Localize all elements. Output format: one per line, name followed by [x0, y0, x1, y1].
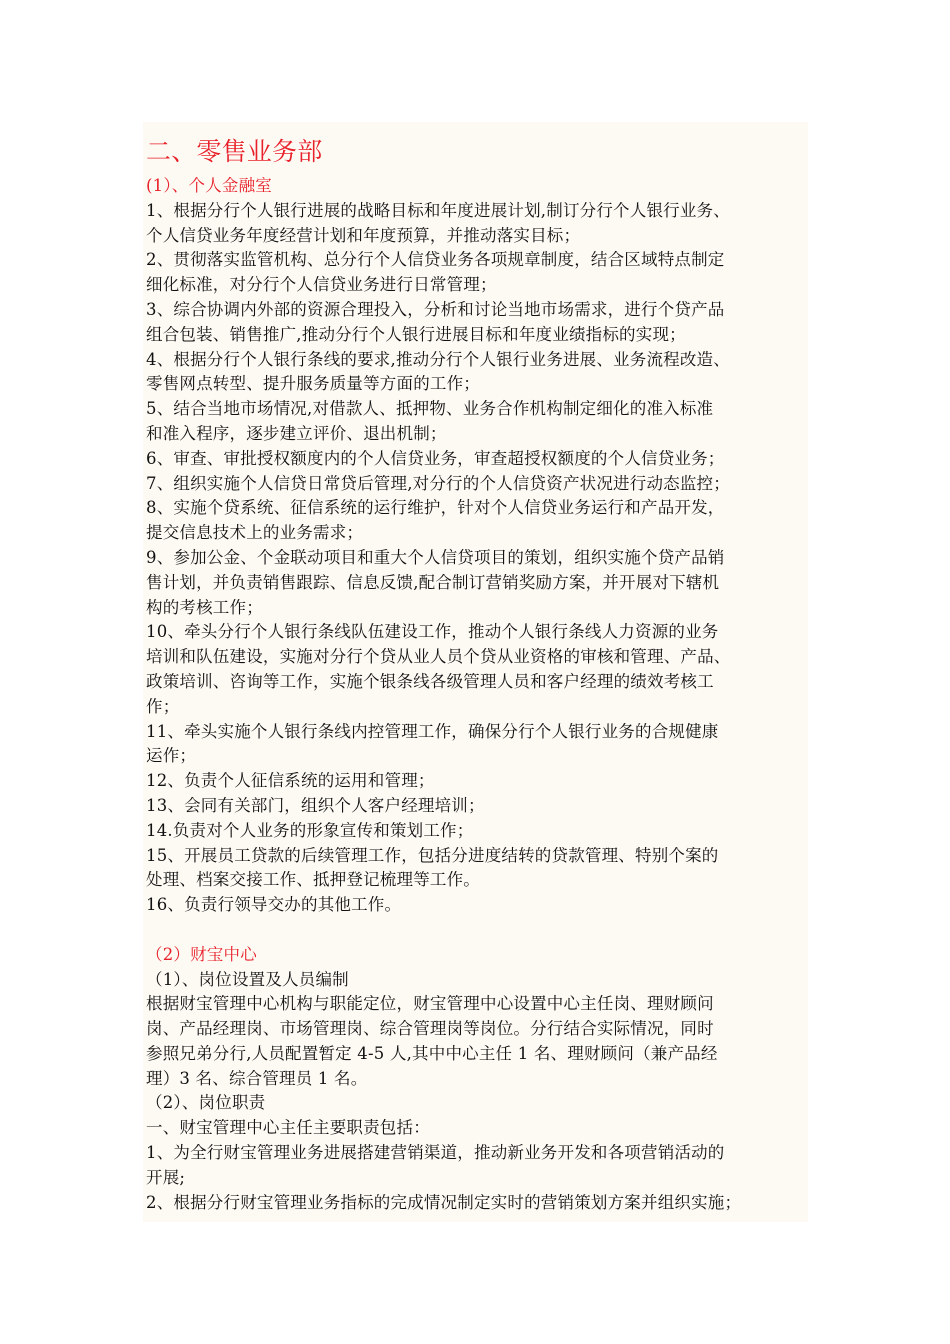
text-line: 零售网点转型、提升服务质量等方面的工作； [146, 374, 480, 394]
paragraph-gap [143, 918, 808, 943]
text-line: 14.负责对个人业务的形象宣传和策划工作； [146, 820, 474, 840]
text-line: 9、参加公金、个金联动项目和重大个人信贷项目的策划，组织实施个贷产品销 [146, 547, 725, 567]
text-line: 开展; [146, 1167, 186, 1187]
text-line: 提交信息技术上的业务需求； [146, 523, 364, 543]
personal-finance-duties [143, 199, 808, 918]
text-line: 组合包装、销售推广,推动分行个人银行进展目标和年度业绩指标的实现； [146, 324, 686, 344]
text-line: 理）3 名、综合管理员 1 名。 [146, 1068, 368, 1088]
text-line: 售计划，并负责销售跟踪、信息反馈,配合制订营销奖励方案，并开展对下辖机 [146, 572, 720, 592]
text-line: 个人信贷业务年度经营计划和年度预算，并推动落实目标； [146, 225, 581, 245]
text-line: 6、审查、审批授权额度内的个人信贷业务，审查超授权额度的个人信贷业务； [146, 448, 725, 468]
text-line: 处理、档案交接工作、抵押登记梳理等工作。 [146, 870, 480, 890]
text-line: 3、综合协调内外部的资源合理投入，分析和讨论当地市场需求，进行个贷产品 [146, 299, 725, 319]
subsection-heading-personal-finance: (1）、个人金融室 [146, 176, 272, 195]
text-line: 参照兄弟分行,人员配置暂定 4-5 人,其中中心主任 1 名、理财顾问（兼产品经 [146, 1043, 718, 1063]
text-line: 16、负责行领导交办的其他工作。 [146, 895, 402, 915]
text-line: 作； [146, 696, 180, 716]
text-line: 7、组织实施个人信贷日常贷后管理,对分行的个人信贷资产状况进行动态监控； [146, 473, 730, 493]
text-line: 5、结合当地市场情况,对借款人、抵押物、业务合作机构制定细化的准入标准 [146, 399, 714, 419]
text-line: 岗、产品经理岗、市场管理岗、综合管理岗等岗位。分行结合实际情况，同时 [146, 1019, 714, 1039]
text-line: 一、财宝管理中心主任主要职责包括： [146, 1118, 430, 1138]
text-line: 和准入程序，逐步建立评价、退出机制； [146, 423, 447, 443]
text-line: （2）、岗位职责 [146, 1093, 266, 1113]
text-line: 运作； [146, 746, 197, 766]
wealth-center-text [143, 968, 808, 1216]
text-line: 构的考核工作； [146, 597, 263, 617]
text-line: 8、实施个贷系统、征信系统的运行维护，针对个人信贷业务运行和产品开发， [146, 498, 725, 518]
text-line: 1、根据分行个人银行进展的战略目标和年度进展计划,制订分行个人银行业务、 [146, 200, 730, 220]
text-line: 1、为全行财宝管理业务进展搭建营销渠道，推动新业务开发和各项营销活动的 [146, 1143, 725, 1163]
text-line: 11、牵头实施个人银行条线内控管理工作，确保分行个人银行业务的合规健康 [146, 721, 719, 741]
text-line: 12、负责个人征信系统的运用和管理； [146, 771, 435, 791]
subsection-heading-wealth-center: （2）财宝中心 [146, 944, 257, 964]
text-line: 15、开展员工贷款的后续管理工作，包括分进度结转的贷款管理、特别个案的 [146, 845, 719, 865]
text-line: （1）、岗位设置及人员编制 [146, 969, 349, 989]
text-line: 2、根据分行财宝管理业务指标的完成情况制定实时的营销策划方案并组织实施； [146, 1192, 742, 1212]
section-title: 二、零售业务部 [146, 137, 323, 166]
text-line: 4、根据分行个人银行条线的要求,推动分行个人银行业务进展、业务流程改造、 [146, 349, 730, 369]
text-line: 培训和队伍建设，实施对分行个贷从业人员个贷从业资格的审核和管理、产品、 [146, 647, 731, 667]
text-line: 2、贯彻落实监管机构、总分行个人信贷业务各项规章制度，结合区域特点制定 [146, 250, 725, 270]
document-body [143, 122, 808, 1222]
text-line: 政策培训、咨询等工作，实施个银条线各级管理人员和客户经理的绩效考核工 [146, 671, 714, 691]
text-line: 10、牵头分行个人银行条线队伍建设工作，推动个人银行条线人力资源的业务 [146, 622, 719, 642]
text-line: 根据财宝管理中心机构与职能定位，财宝管理中心设置中心主任岗、理财顾问 [146, 994, 714, 1014]
text-line: 细化标准，对分行个人信贷业务进行日常管理； [146, 275, 497, 295]
text-line: 13、会同有关部门，组织个人客户经理培训； [146, 795, 485, 815]
